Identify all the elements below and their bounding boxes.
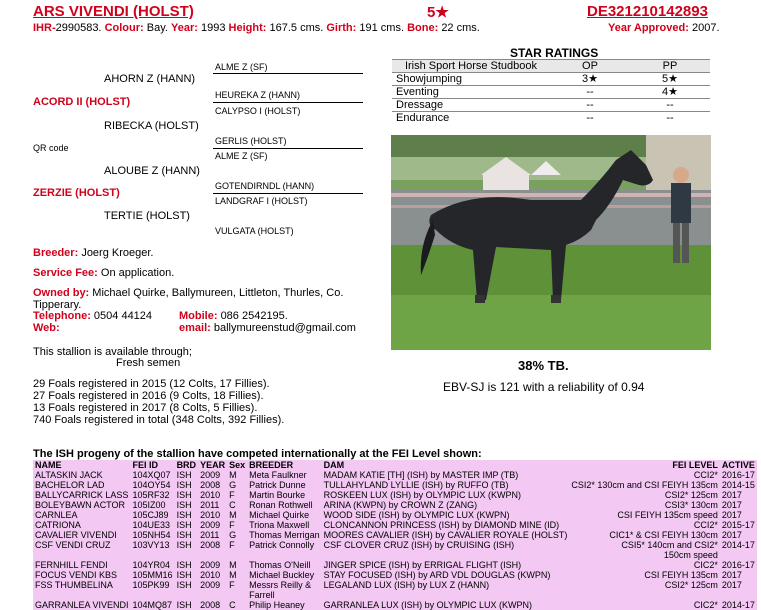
progeny-name: CATRIONA [33, 520, 131, 530]
progeny-year: 2011 [198, 530, 227, 540]
email-line: email: ballymureenstud@gmail.com [179, 322, 356, 334]
pedigree-sire: ACORD II (HOLST) [33, 96, 131, 108]
progeny-dam [322, 590, 570, 600]
progeny-name: FSS THUMBELINA [33, 580, 131, 590]
column-header: PP [630, 60, 710, 73]
foals-line: 27 Foals registered in 2016 (9 Colts, 18 Fillies). [33, 390, 264, 402]
op-rating: -- [550, 112, 630, 125]
owner-line: Owned by: Michael Quirke, Ballymureen, Littleton, Thurles, Co. [33, 287, 344, 299]
op-rating: -- [550, 99, 630, 112]
column-header: BRD [176, 460, 197, 470]
progeny-fei-id: 104OY54 [131, 480, 175, 490]
progeny-year: 2009 [198, 520, 227, 530]
discipline: Dressage [392, 99, 550, 112]
progeny-year: 2008 [198, 540, 227, 550]
column-header: FEI LEVEL [569, 460, 720, 470]
progeny-fei-id: 105NH54 [131, 530, 175, 540]
progeny-name: CSF VENDI CRUZ [33, 540, 131, 550]
progeny-fei-level: CIC1* & CSI FEIYH 130cm [569, 530, 720, 540]
progeny-sex: M [227, 510, 247, 520]
column-header: ACTIVE [720, 460, 757, 470]
progeny-active: 2014-17 [721, 600, 755, 610]
progeny-year [198, 590, 227, 600]
progeny-sex: C [227, 500, 247, 510]
column-header: DAM [322, 460, 570, 470]
progeny-fei-level: CSI2* 125cm [569, 490, 720, 500]
column-header: OP [550, 60, 630, 73]
foals-line: 13 Foals registered in 2017 (8 Colts, 5 Fillies). [33, 402, 258, 414]
pedigree-sire-sire: AHORN Z (HANN) [104, 73, 196, 85]
ueln-number: DE321210142893 [587, 3, 708, 20]
table-row [33, 480, 757, 490]
pedigree-g3-1: ALME Z (SF) [215, 62, 268, 72]
progeny-name: GARRANLEA VIVENDI [35, 600, 129, 610]
table-row [33, 500, 757, 510]
progeny-name: CAVALIER VIVENDI [33, 530, 131, 540]
progeny-sex: F [227, 580, 247, 590]
progeny-sex: M [227, 570, 247, 580]
progeny-fei-level: CSI2* 125cm [569, 580, 720, 590]
info-line: IHR-2990583. Colour: Bay. Year: 1993 Height: 167.5 cms. Girth: 191 cms. Bone: 22 cms. [33, 22, 480, 34]
progeny-dam: CLONCANNON PRINCESS (ISH) by DIAMOND MINE (ID) [322, 520, 570, 530]
progeny-active [720, 590, 757, 600]
table-header-row [392, 60, 710, 73]
table-header-row [33, 460, 757, 470]
progeny-active: 2017 [720, 580, 757, 590]
foals-line: 29 Foals registered in 2015 (12 Colts, 17 Fillies). [33, 378, 270, 390]
progeny-fei-level [569, 590, 720, 600]
progeny-breed: ISH [175, 470, 199, 480]
progeny-sex [227, 590, 247, 600]
star-ratings-table [392, 59, 710, 124]
progeny-year: 2009 [198, 580, 227, 590]
pedigree-g3-3: CALYPSO I (HOLST) [215, 106, 301, 116]
progeny-year: 2008 [198, 480, 227, 490]
progeny-name: FOCUS VENDI KBS [33, 570, 131, 580]
progeny-name: BACHELOR LAD [33, 480, 131, 490]
table-row [33, 510, 757, 520]
progeny-dam: GARRANLEA LUX (ISH) by OLYMPIC LUX (KWPN) [322, 600, 570, 610]
owner-line-2: Tipperary. [33, 299, 82, 311]
web-label: Web: [33, 322, 60, 334]
progeny-breed: ISH [175, 580, 199, 590]
progeny-breed: ISH [175, 480, 199, 490]
progeny-fei-id [131, 590, 175, 600]
progeny-breed: ISH [175, 490, 199, 500]
progeny-year: 2008 [198, 600, 227, 610]
table-row [33, 490, 757, 500]
breeder-line: Breeder: Joerg Kroeger. [33, 247, 154, 259]
progeny-breed: ISH [175, 510, 199, 520]
progeny-name: BOLEYBAWN ACTOR [33, 500, 131, 510]
progeny-sex: M [227, 560, 247, 570]
ebv-text: EBV-SJ is 121 with a reliability of 0.94 [443, 380, 645, 394]
progeny-fei-level: CSI2* 130cm and CSI FEIYH 135cm [571, 480, 718, 490]
progeny-breeder: Ronan Rothwell [247, 500, 322, 510]
discipline: Showjumping [392, 73, 550, 86]
progeny-active: 2017 [720, 490, 757, 500]
progeny-breeder: Patrick Connolly [247, 540, 322, 550]
progeny-breed: ISH [175, 600, 199, 610]
telephone-line: Telephone: 0504 44124 [33, 310, 153, 322]
pp-rating: 5★ [630, 73, 710, 86]
column-header: YEAR [200, 460, 226, 470]
pedigree-g3-5: ALME Z (SF) [215, 151, 268, 161]
progeny-sex [227, 550, 247, 560]
star-grade: 5★ [427, 4, 449, 21]
column-header: Irish Sport Horse Studbook [392, 60, 550, 73]
pedigree-g3-7: LANDGRAF I (HOLST) [215, 196, 308, 206]
service-fee-line: Service Fee: On application. [33, 267, 175, 279]
column-header: FEI ID [131, 460, 175, 470]
progeny-year [198, 550, 227, 560]
progeny-breeder: Meta Faulkner [247, 470, 322, 480]
tb-percentage: 38% TB. [518, 358, 569, 373]
table-row [392, 73, 710, 86]
progeny-sex: G [227, 530, 247, 540]
discipline: Eventing [392, 86, 550, 99]
table-row [33, 580, 757, 590]
pedigree-line [213, 193, 363, 194]
progeny-dam: ROSKEEN LUX (ISH) by OLYMPIC LUX (KWPN) [322, 490, 570, 500]
pedigree-sire-dam: RIBECKA (HOLST) [104, 120, 199, 132]
progeny-sex: F [227, 520, 247, 530]
progeny-breeder: Martin Bourke [247, 490, 322, 500]
progeny-breeder [247, 550, 322, 560]
pedigree-line [213, 148, 363, 149]
pedigree-dam: ZERZIE (HOLST) [33, 187, 120, 199]
progeny-name [33, 550, 131, 560]
progeny-breed: ISH [175, 500, 199, 510]
star-ratings-title: STAR RATINGS [510, 46, 599, 60]
progeny-breeder: Thomas Merrigan [249, 530, 320, 540]
progeny-fei-level: 150cm speed [569, 550, 720, 560]
pp-rating: -- [630, 99, 710, 112]
discipline: Endurance [392, 112, 550, 125]
horse-photo-illustration [391, 135, 711, 350]
progeny-name: BALLYCARRICK LASS [33, 490, 131, 500]
progeny-breeder: Thomas O'Neill [247, 560, 322, 570]
progeny-fei-id: 104UE33 [131, 520, 175, 530]
progeny-active: 2017 [720, 570, 757, 580]
progeny-fei-id: 103VY13 [131, 540, 175, 550]
progeny-fei-level: CSI FEIYH 135cm [569, 570, 720, 580]
progeny-dam: JINGER SPICE (ISH) by ERRIGAL FLIGHT (ISH) [322, 560, 570, 570]
pedigree-dam-dam: TERTIE (HOLST) [104, 210, 190, 222]
progeny-active: 2017 [720, 510, 757, 520]
progeny-fei-id: 104XQ07 [131, 470, 175, 480]
progeny-name: FERNHILL FENDI [33, 560, 131, 570]
progeny-year: 2009 [198, 470, 227, 480]
progeny-fei-level: CSI FEIYH 135cm speed [569, 510, 720, 520]
progeny-fei-level: CIC2* [569, 560, 720, 570]
progeny-fei-level: CCI2* [569, 520, 720, 530]
year-approved: Year Approved: 2007. [608, 22, 720, 34]
progeny-year: 2010 [198, 570, 227, 580]
column-header: BREEDER [247, 460, 322, 470]
progeny-dam: TULLAHYLAND LYLLIE (ISH) by RUFFO (TB) [322, 480, 570, 490]
table-row [392, 112, 710, 125]
progeny-sex: F [227, 490, 247, 500]
table-row [392, 86, 710, 99]
progeny-fei-id: 104YR04 [131, 560, 175, 570]
progeny-name: ALTASKIN JACK [33, 470, 131, 480]
progeny-year: 2011 [198, 500, 227, 510]
pedigree-g3-6: GOTENDIRNDL (HANN) [215, 181, 315, 191]
table-row [33, 560, 757, 570]
progeny-breed: ISH [175, 530, 199, 540]
progeny-dam: STAY FOCUSED (ISH) by ARD VDL DOUGLAS (KWPN) [322, 570, 570, 580]
availability-text: This stallion is available through; [33, 346, 192, 358]
progeny-dam: WOOD SIDE (ISH) by OLYMPIC LUX (KWPN) [322, 510, 570, 520]
progeny-breeder: Triona Maxwell [247, 520, 322, 530]
progeny-dam: ARINA (KWPN) by CROWN Z (ZANG) [322, 500, 570, 510]
progeny-fei-level: CSI3* 130cm [569, 500, 720, 510]
progeny-sex: C [227, 600, 247, 610]
progeny-active: 2015-17 [721, 520, 755, 530]
table-row [33, 530, 757, 540]
progeny-active: 2016-17 [721, 560, 755, 570]
progeny-active: 2014-15 [721, 480, 755, 490]
progeny-name [33, 590, 131, 600]
progeny-sex: G [227, 480, 247, 490]
progeny-sex: F [227, 540, 247, 550]
progeny-dam: CSF CLOVER CRUZ (ISH) by CRUISING (ISH) [322, 540, 570, 550]
progeny-breeder: Patrick Dunne [247, 480, 322, 490]
progeny-breeder: Michael Quirke [247, 510, 322, 520]
progeny-fei-id [131, 550, 175, 560]
progeny-active [720, 550, 757, 560]
progeny-sex: M [227, 470, 247, 480]
pedigree-dam-sire: ALOUBE Z (HANN) [104, 165, 200, 177]
column-header: NAME [33, 460, 131, 470]
table-row [33, 600, 757, 610]
mobile-line: Mobile: 086 2542195. [179, 310, 288, 322]
op-rating: 3★ [550, 73, 630, 86]
foals-line: 740 Foals registered in total (348 Colts, 392 Fillies). [33, 414, 285, 426]
table-row [33, 520, 757, 530]
progeny-breed: ISH [175, 570, 199, 580]
progeny-breeder: Philip Heaney [247, 600, 322, 610]
progeny-dam: MOORES CAVALIER (ISH) by CAVALIER ROYALE (HOLST) [323, 530, 568, 540]
progeny-fei-id: 105RF32 [131, 490, 175, 500]
op-rating: -- [550, 86, 630, 99]
pedigree-g3-4: GERLIS (HOLST) [215, 136, 287, 146]
progeny-fei-level: CCI2* [569, 470, 720, 480]
progeny-dam [322, 550, 570, 560]
progeny-year: 2009 [198, 560, 227, 570]
semen-type: Fresh semen [116, 357, 181, 369]
table-row [392, 99, 710, 112]
progeny-year: 2010 [198, 490, 227, 500]
table-row [33, 590, 757, 600]
pedigree-line [213, 102, 363, 103]
pedigree-g3-8: VULGATA (HOLST) [215, 226, 294, 236]
progeny-fei-id: 105PK99 [131, 580, 175, 590]
email-link[interactable]: ballymureenstud@gmail.com [213, 322, 356, 334]
progeny-name: CARNLEA [33, 510, 131, 520]
pp-rating: 4★ [630, 86, 710, 99]
table-row [33, 550, 757, 560]
horse-name: ARS VIVENDI (HOLST) [33, 3, 194, 20]
progeny-breed: ISH [175, 540, 199, 550]
qr-code-label: QR code [33, 143, 69, 153]
progeny-table [33, 460, 757, 610]
pp-rating: -- [630, 112, 710, 125]
progeny-breed: ISH [175, 520, 199, 530]
progeny-fei-id: 105CJ89 [131, 510, 175, 520]
progeny-fei-id: 105MM16 [132, 570, 173, 580]
table-row [33, 570, 757, 580]
progeny-fei-id: 105IZ00 [131, 500, 175, 510]
table-row [33, 470, 757, 480]
progeny-breeder: Michael Buckley [247, 570, 322, 580]
progeny-breeder: Messrs Reilly & [247, 580, 322, 590]
progeny-active: 2017 [720, 500, 757, 510]
progeny-dam: LEGALAND LUX (ISH) by LUX Z (HANN) [322, 580, 570, 590]
progeny-breed [175, 550, 199, 560]
progeny-active: 2017 [720, 530, 757, 540]
progeny-breeder: Farrell [247, 590, 322, 600]
progeny-active: 2016-17 [721, 470, 755, 480]
progeny-fei-level: CIC2* [569, 600, 720, 610]
progeny-fei-level: CSI5* 140cm and CSI2* [569, 540, 720, 550]
progeny-dam: MADAM KATIE [TH] (ISH) by MASTER IMP (TB) [322, 470, 570, 480]
pedigree-line [213, 73, 363, 74]
progeny-active: 2014-17 [721, 540, 755, 550]
progeny-fei-id: 104MQ87 [131, 600, 175, 610]
progeny-year: 2010 [198, 510, 227, 520]
table-row [33, 540, 757, 550]
horse-photo [391, 135, 711, 350]
pedigree-g3-2: HEUREKA Z (HANN) [215, 90, 301, 100]
progeny-title: The ISH progeny of the stallion have competed internationally at the FEI Level shown: [33, 448, 482, 460]
column-header: Sex [229, 460, 246, 470]
progeny-breed: ISH [175, 560, 199, 570]
progeny-breed [175, 590, 199, 600]
